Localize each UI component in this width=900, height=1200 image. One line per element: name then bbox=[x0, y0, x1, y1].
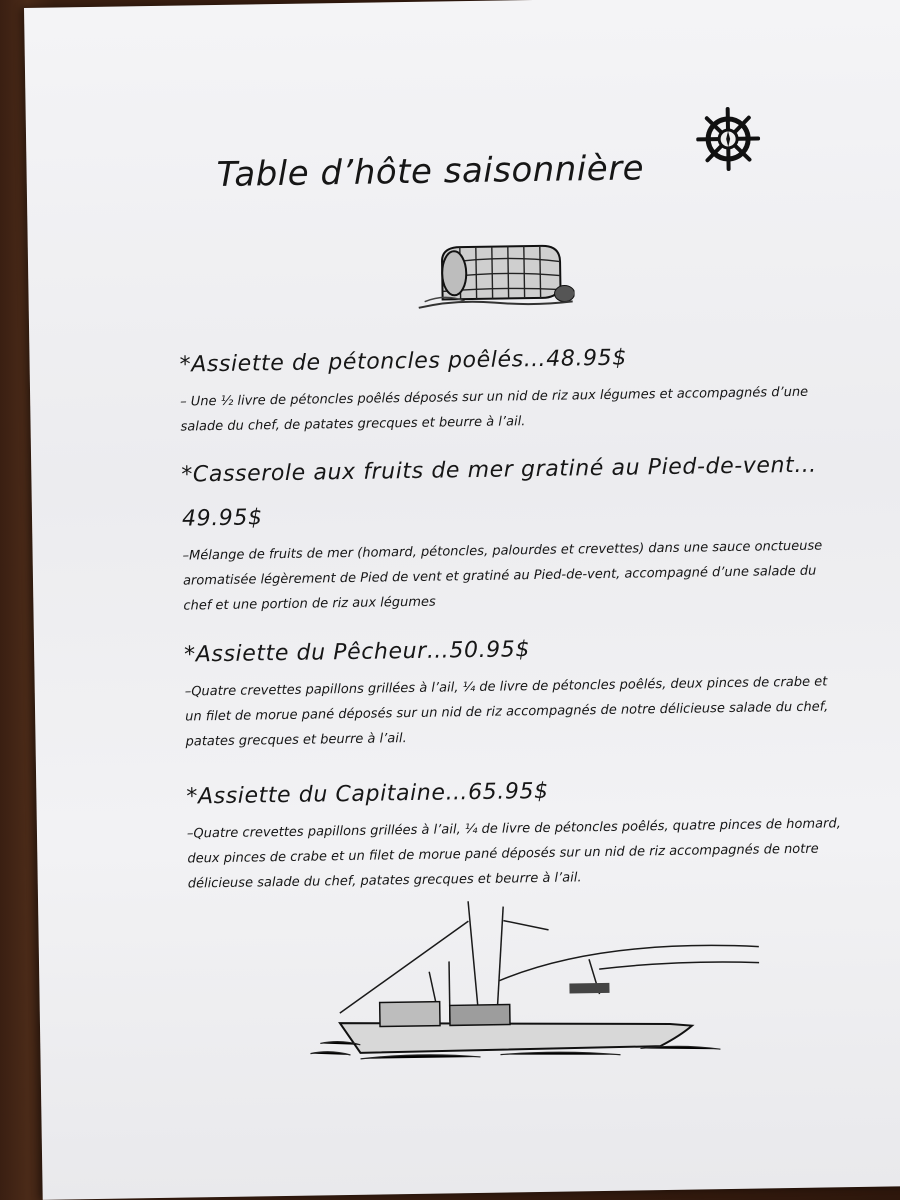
dish-description: –Mélange de fruits de mer (homard, pétoncles, palourdes et crevettes) dans une sauce onctueuse aromatisée légèrement de Pied de vent et gratiné au Pied-de-vent, accompagné d’une salade du chef et une portion de riz aux légumes bbox=[182, 538, 823, 614]
dish-description: –Quatre crevettes papillons grillées à l’ail, ¼ de livre de pétoncles poêlés, deux pinces de crabe et un filet de morue pané déposés sur un nid de riz accompagnés de notre délicieuse salade du chef, patates grecques et beurre à l’ail. bbox=[184, 674, 829, 750]
menu-sheet bbox=[24, 0, 900, 1200]
dish-name: *Casserole aux fruits de mer gratiné au Pied-de-vent…49.95$ bbox=[181, 452, 818, 532]
dish-item bbox=[179, 333, 840, 439]
dish-name: *Assiette du Capitaine…65.95$ bbox=[186, 778, 549, 810]
menu-title: Table d’hôte saisonnière bbox=[216, 148, 645, 195]
dish-item bbox=[186, 765, 848, 896]
lobster-trap-illustration bbox=[414, 239, 575, 312]
fishing-boat-illustration bbox=[298, 896, 770, 1063]
ship-wheel-icon bbox=[696, 106, 761, 171]
dish-name: *Assiette de pétoncles poêlés…48.95$ bbox=[179, 345, 628, 378]
dish-description: –Quatre crevettes papillons grillées à l’ail, ¼ de livre de pétoncles poêlés, quatre pinces de homard, deux pinces de crabe et un filet de morue pané déposés sur un nid de riz accompagnés de notre délicieuse salade du chef, patates grecques et beurre à l’ail. bbox=[186, 816, 841, 892]
dish-description: – Une ½ livre de pétoncles poêlés déposés sur un nid de riz aux légumes et accompagnés d’une salade du chef, de patates grecques et beurre à l’ail. bbox=[180, 384, 809, 435]
dish-item bbox=[181, 443, 844, 618]
dish-item bbox=[184, 623, 846, 754]
dish-name: *Assiette du Pêcheur…50.95$ bbox=[183, 637, 531, 668]
